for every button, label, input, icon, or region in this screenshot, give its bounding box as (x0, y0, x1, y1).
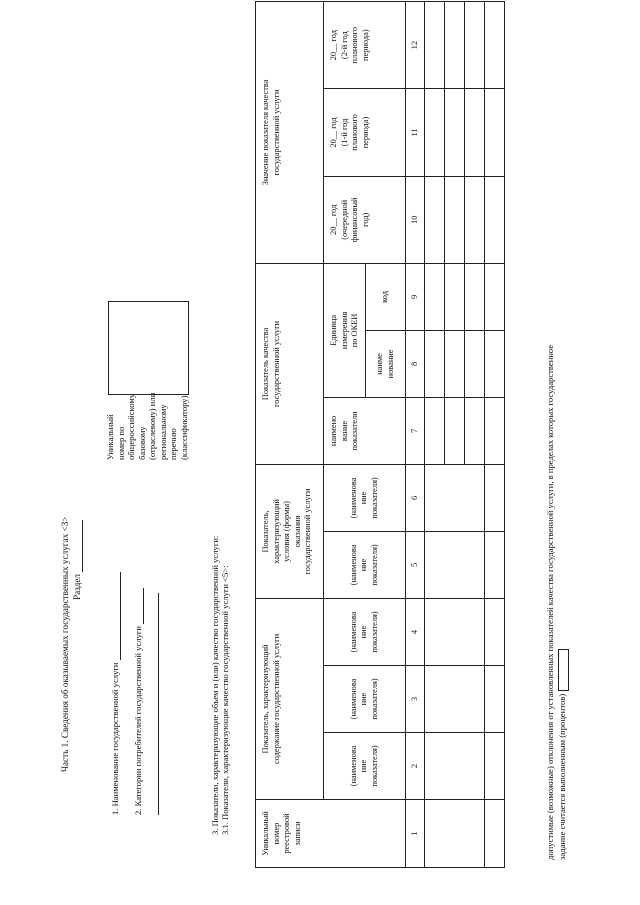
service-name-label: 1. Наименование государственной услуги (110, 662, 120, 815)
section-label: Раздел (72, 574, 82, 600)
table-cell[interactable] (465, 176, 485, 263)
year3-header: 20__ год (2-й год планового периода) (324, 2, 406, 89)
section-number-field[interactable] (82, 520, 83, 572)
consumer-category-field[interactable] (143, 588, 144, 624)
part-title: Часть 1. Сведения об оказываемых государственных услугах <3> (60, 516, 70, 772)
year1-header: 20__ год (очередной финансовый год) (324, 176, 406, 263)
col-number: 1 (406, 799, 425, 867)
table-row (485, 2, 505, 868)
table-cell[interactable] (445, 176, 465, 263)
registry-line: (отраслевому) или (147, 392, 157, 460)
table-cell[interactable] (425, 176, 445, 263)
table-cell[interactable] (445, 2, 465, 89)
unit-header: Единица измерения по ОКЕИ (324, 263, 366, 397)
table-cell[interactable] (425, 397, 445, 464)
table-cell[interactable] (485, 176, 505, 263)
col-content-header: Показатель, характеризующий содержание государственной услуги (256, 598, 324, 799)
col-value-header: Значение показателя качества государственной услуги (256, 2, 324, 264)
quality-heading: 3.1. Показатели, характеризующие качество государственной услуги <5>: (220, 565, 230, 835)
table-cell[interactable] (485, 598, 505, 665)
col-number: 4 (406, 598, 425, 665)
col-number: 2 (406, 732, 425, 799)
col-number: 7 (406, 397, 425, 464)
table-cell[interactable] (465, 397, 485, 464)
col-number: 8 (406, 330, 425, 397)
col-number: 12 (406, 2, 425, 89)
table-cell[interactable] (425, 2, 445, 89)
registry-line: региональному (157, 404, 168, 460)
registry-line: базовому (136, 426, 147, 460)
table-cell[interactable] (425, 598, 485, 665)
registry-line: номер по (115, 426, 126, 460)
table-cell[interactable] (425, 531, 485, 598)
registry-cell[interactable] (425, 799, 485, 867)
deviation-text-line1: допустимые (возможные) отклонения от установленных показателей качества государственной услуги, в пределах которых государственное (545, 344, 555, 860)
quality-indicators-table (255, 1, 505, 868)
col-registry-header: Уникальный номер реестровой записи (256, 799, 406, 867)
table-cell[interactable] (485, 263, 505, 330)
col-number: 3 (406, 665, 425, 732)
year2-header: 20__ год (1-й год планового периода) (324, 89, 406, 176)
table-cell[interactable] (425, 732, 485, 799)
table-cell[interactable] (465, 330, 485, 397)
registry-number-label (105, 393, 189, 460)
content-indicator-1: (наименова ние показателя) (324, 732, 406, 799)
content-indicator-3: (наименова ние показателя) (324, 598, 406, 665)
table-cell[interactable] (425, 263, 445, 330)
indicators-heading: 3. Показатели, характеризующие объем и (или) качество государственной услуги: (210, 535, 220, 835)
registry-line: (классификатору) (178, 395, 189, 460)
table-cell[interactable] (485, 665, 505, 732)
consumer-category-row (133, 588, 144, 815)
table-cell[interactable] (425, 464, 485, 531)
table-cell[interactable] (425, 665, 485, 732)
consumer-category-label: 2. Категории потребителей государственной услуги (133, 626, 143, 815)
table-cell[interactable] (445, 397, 465, 464)
registry-line: общероссийскому (126, 393, 136, 460)
col-quality-header: Показатель качества государственной услуги (256, 263, 324, 464)
service-name-field[interactable] (120, 572, 121, 660)
table-cell[interactable] (485, 397, 505, 464)
col-number: 6 (406, 464, 425, 531)
deviation-text-line2-row (557, 649, 569, 860)
table-cell[interactable] (485, 799, 505, 867)
unit-name-header: наиме нование (366, 330, 406, 397)
col-number: 5 (406, 531, 425, 598)
condition-indicator-2: (наименова ние показателя) (324, 464, 406, 531)
table-cell[interactable] (465, 263, 485, 330)
unit-code-header: код (366, 263, 406, 330)
col-number: 9 (406, 263, 425, 330)
table-cell[interactable] (465, 89, 485, 176)
table-cell[interactable] (445, 330, 465, 397)
condition-indicator-1: (наименова ние показателя) (324, 531, 406, 598)
col-number: 11 (406, 89, 425, 176)
table-cell[interactable] (465, 2, 485, 89)
section-line (72, 520, 83, 600)
table-row (425, 2, 445, 868)
table-cell[interactable] (485, 732, 505, 799)
table-cell[interactable] (445, 263, 465, 330)
col-number: 10 (406, 176, 425, 263)
col-conditions-header: Показатель, характеризующий условия (формы) оказания государственной услуги (256, 464, 324, 598)
table-cell[interactable] (485, 89, 505, 176)
service-name-row (110, 572, 121, 815)
deviation-text-line2: задание считается выполненным (процентов) (557, 693, 567, 860)
table-cell[interactable] (485, 531, 505, 598)
registry-line: Уникальный (105, 414, 115, 460)
registry-line: перечню (168, 428, 178, 460)
consumer-category-extra-line[interactable] (158, 593, 159, 815)
registry-number-box[interactable] (108, 301, 189, 395)
table-cell[interactable] (425, 89, 445, 176)
table-cell[interactable] (445, 89, 465, 176)
table-cell[interactable] (485, 2, 505, 89)
table-cell[interactable] (425, 330, 445, 397)
quality-indicator-name: наимено вание показатели (324, 397, 406, 464)
table-cell[interactable] (485, 330, 505, 397)
table-cell[interactable] (485, 464, 505, 531)
content-indicator-2: (наименова ние показателя) (324, 665, 406, 732)
deviation-percent-box[interactable] (558, 649, 569, 691)
